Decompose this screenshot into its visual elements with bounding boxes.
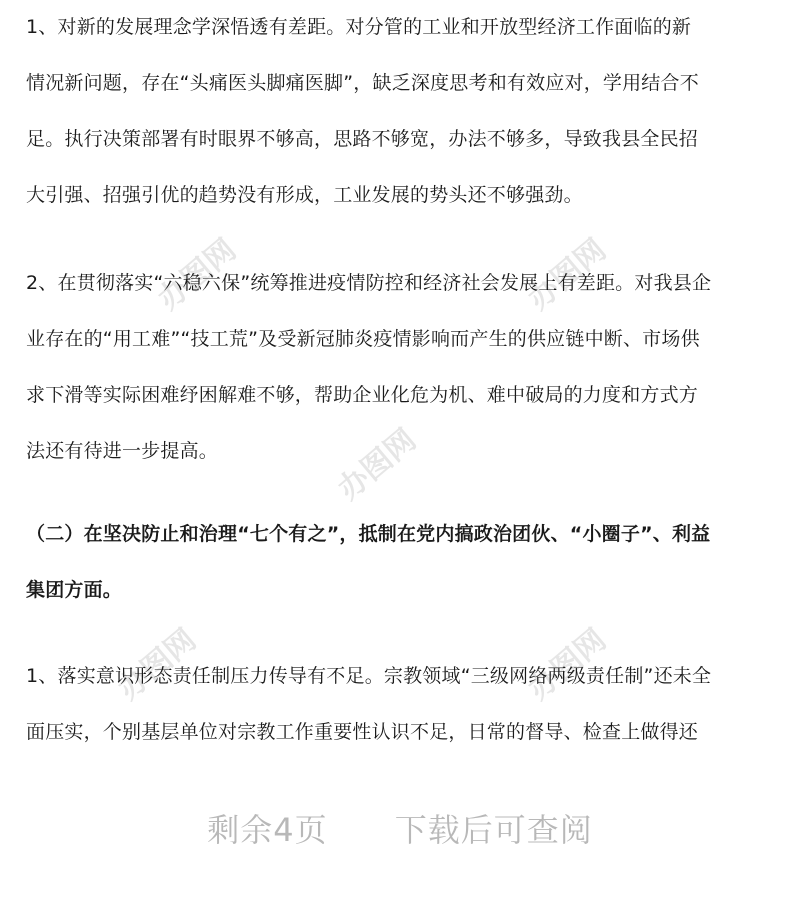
download-prompt[interactable]: [0, 805, 800, 851]
paragraph-line: 大引强、招强引优的趋势没有形成，工业发展的势头还不够强劲。: [26, 184, 583, 206]
paragraph-line: 情况新问题，存在“头痛医头脚痛医脚”，缺乏深度思考和有效应对，学用结合不: [26, 72, 699, 94]
download-to-view-text: 下载后可查阅: [394, 811, 593, 849]
watermark-text: 办图网: [331, 422, 423, 508]
watermark-text: 办图网: [521, 622, 613, 708]
paragraph-line: 1、对新的发展理念学深悟透有差距。对分管的工业和开放型经济工作面临的新: [26, 16, 692, 38]
paragraph-line: 业存在的“用工难”“技工荒”及受新冠肺炎疫情影响而产生的供应链中断、市场供: [26, 328, 700, 350]
remaining-pages-text: 剩余4页: [207, 811, 328, 849]
section-heading: 集团方面。: [26, 579, 123, 601]
watermark-text: 办图网: [151, 232, 243, 318]
paragraph-line: 求下滑等实际困难纾困解难不够，帮助企业化危为机、难中破局的力度和方式方: [26, 384, 699, 406]
paragraph-line: 面压实，个别基层单位对宗教工作重要性认识不足，日常的督导、检查上做得还: [26, 721, 699, 743]
watermark-text: 办图网: [521, 232, 613, 318]
paragraph-line: 足。执行决策部署有时眼界不够高，思路不够宽，办法不够多，导致我县全民招: [26, 128, 699, 150]
paragraph-line: 法还有待进一步提高。: [26, 440, 219, 462]
watermark-text: 办图网: [111, 622, 203, 708]
paragraph-line: 2、在贯彻落实“六稳六保”统筹推进疫情防控和经济社会发展上有差距。对我县企: [26, 272, 712, 294]
section-heading: （二）在坚决防止和治理“七个有之”，抵制在党内搞政治团伙、“小圈子”、利益: [26, 523, 711, 545]
paragraph-line: 1、落实意识形态责任制压力传导有不足。宗教领域“三级网络两级责任制”还未全: [26, 665, 712, 687]
